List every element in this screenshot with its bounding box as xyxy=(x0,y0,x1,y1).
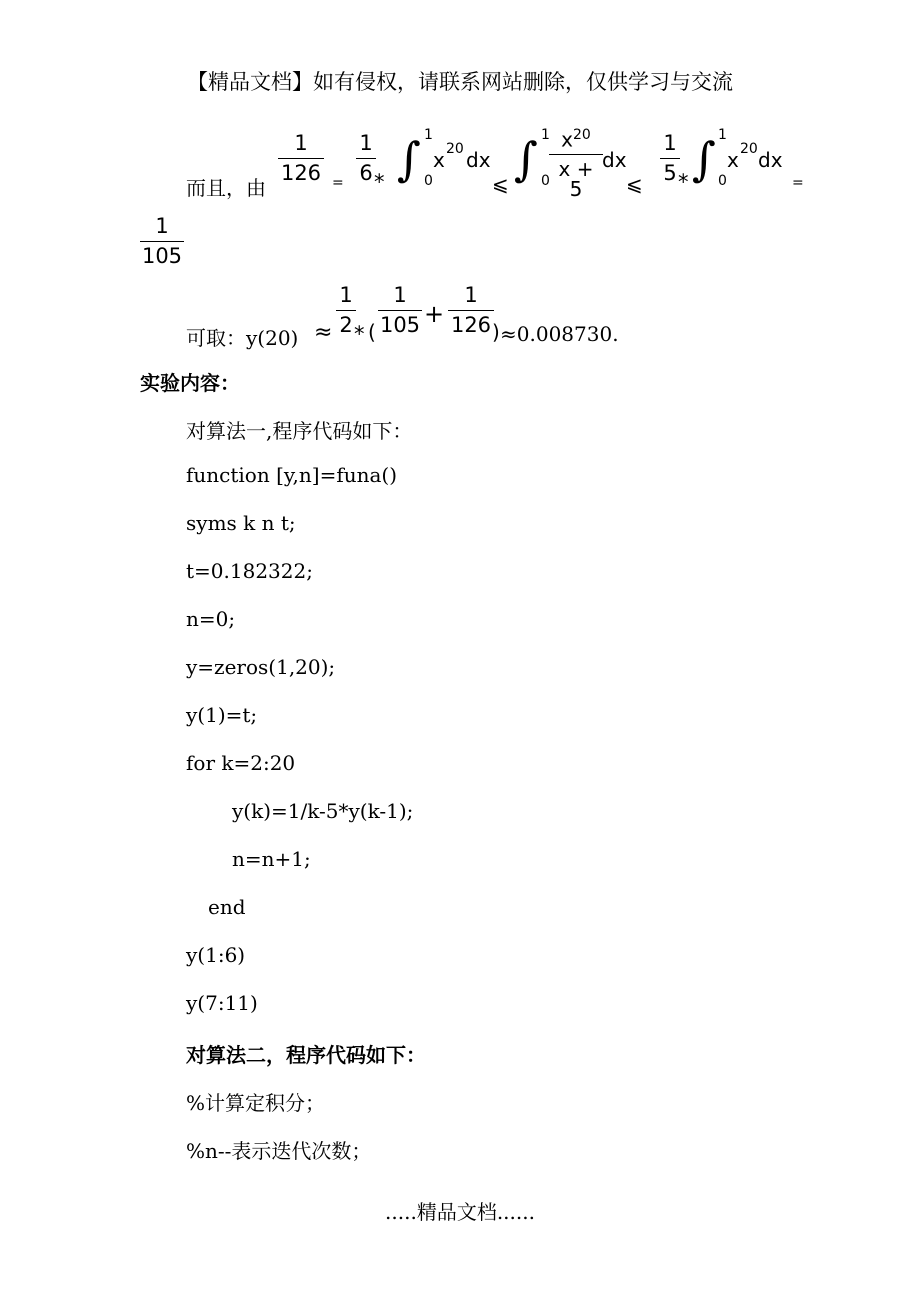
code-line: n=n+1; xyxy=(232,847,311,871)
eq1-int2-upper: 1 xyxy=(541,127,550,143)
eq1-int1-lower: 0 xyxy=(424,173,433,189)
fraction-bar xyxy=(336,310,356,311)
code-line: y(1:6) xyxy=(186,943,246,967)
eq1-le-2: ⩽ xyxy=(626,172,643,196)
fraction-bar xyxy=(378,310,422,311)
code-line: function [y,n]=funa() xyxy=(186,463,398,487)
eq2-fraction-1-126 xyxy=(448,285,494,336)
code-line: y(k)=1/k-5*y(k-1); xyxy=(232,799,414,823)
eq1-le-1: ⩽ xyxy=(492,172,509,196)
eq1-f3-numerator xyxy=(549,128,603,150)
code-line: for k=2:20 xyxy=(186,751,296,775)
eq2-star: * xyxy=(354,322,365,346)
eq2-f1-denominator: 2 xyxy=(339,313,353,337)
fraction-bar xyxy=(549,154,603,155)
algo2-title: 对算法二，程序代码如下： xyxy=(186,1043,426,1067)
code-line: y(1)=t; xyxy=(186,703,258,727)
eq1-int3-dx: dx xyxy=(758,148,783,172)
eq1-fraction-1-105 xyxy=(140,216,184,267)
eq1-int1-dx: dx xyxy=(466,148,491,172)
eq1-int1-upper: 1 xyxy=(424,127,433,143)
code-line: end xyxy=(208,895,246,919)
eq1-f2-denominator: 6 xyxy=(359,161,373,185)
eq2-f2-numerator: 1 xyxy=(393,283,407,307)
page-header: 【精品文档】如有侵权，请联系网站删除，仅供学习与交流 xyxy=(187,70,733,94)
eq2-fraction-1-2 xyxy=(336,285,356,336)
eq1-int1-base: x xyxy=(433,148,445,172)
eq1-integral-3: ∫ xyxy=(692,132,716,186)
code-line: y=zeros(1,20); xyxy=(186,655,336,679)
eq2-f3-denominator: 126 xyxy=(450,313,492,337)
eq1-equals-2: = xyxy=(792,175,804,191)
fraction-bar xyxy=(278,158,324,159)
code-line: n=0; xyxy=(186,607,236,631)
eq1-integral-2: ∫ xyxy=(514,132,538,186)
eq1-int3-lower: 0 xyxy=(718,173,727,189)
eq2-lparen: ( xyxy=(368,320,376,344)
eq1-f1-numerator: 1 xyxy=(294,131,308,155)
code-line: %计算定积分； xyxy=(186,1091,326,1115)
eq1-fraction-1-5 xyxy=(660,133,680,184)
eq1-fraction-x20-x5 xyxy=(549,128,603,199)
eq1-int1-exp: 20 xyxy=(446,141,464,157)
eq1-f4-denominator: 5 xyxy=(663,161,677,185)
eq1-f4-numerator: 1 xyxy=(663,131,677,155)
eq1-equals-1: = xyxy=(332,175,344,191)
eq2-prefix: 可取：y(20) xyxy=(186,326,299,350)
algo1-title: 对算法一,程序代码如下： xyxy=(186,419,413,443)
eq1-int2-lower: 0 xyxy=(541,173,550,189)
eq1-int3-base: x xyxy=(727,148,739,172)
eq1-star-1: * xyxy=(374,170,385,194)
fraction-bar xyxy=(140,241,184,242)
eq1-f2-numerator: 1 xyxy=(359,131,373,155)
fraction-bar xyxy=(448,310,494,311)
section-title: 实验内容： xyxy=(140,371,240,395)
eq1-f3-base: x xyxy=(561,127,573,152)
code-line: t=0.182322; xyxy=(186,559,313,583)
fraction-bar xyxy=(660,158,680,159)
eq1-f3-denominator: x + 5 xyxy=(558,156,594,201)
eq2-f2-denominator: 105 xyxy=(379,313,421,337)
eq2-approx: ≈ xyxy=(314,320,333,345)
eq1-f5-denominator: 105 xyxy=(141,244,183,268)
code-line: y(7:11) xyxy=(186,991,258,1015)
fraction-bar xyxy=(356,158,376,159)
code-line: syms k n t; xyxy=(186,511,296,535)
eq1-int2-dx: dx xyxy=(602,148,627,172)
eq1-star-2: * xyxy=(678,170,689,194)
eq2-result: ≈0.008730. xyxy=(500,322,619,346)
eq1-fraction-1-126 xyxy=(278,133,324,184)
eq2-fraction-1-105 xyxy=(378,285,422,336)
page-footer: .....精品文档...... xyxy=(385,1200,535,1224)
eq1-integral-1: ∫ xyxy=(397,132,421,186)
eq1-f5-numerator: 1 xyxy=(155,214,169,238)
code-line: %n--表示迭代次数； xyxy=(186,1139,372,1163)
eq1-int3-exp: 20 xyxy=(740,141,758,157)
eq1-fraction-1-6 xyxy=(356,133,376,184)
eq1-f3-exp: 20 xyxy=(573,127,591,143)
eq2-plus: + xyxy=(424,300,445,328)
eq2-rparen: ) xyxy=(492,320,500,344)
eq2-f1-numerator: 1 xyxy=(339,283,353,307)
eq1-prefix: 而且，由 xyxy=(186,176,266,200)
eq2-f3-numerator: 1 xyxy=(464,283,478,307)
eq1-f1-denominator: 126 xyxy=(280,161,322,185)
eq1-int3-upper: 1 xyxy=(718,127,727,143)
